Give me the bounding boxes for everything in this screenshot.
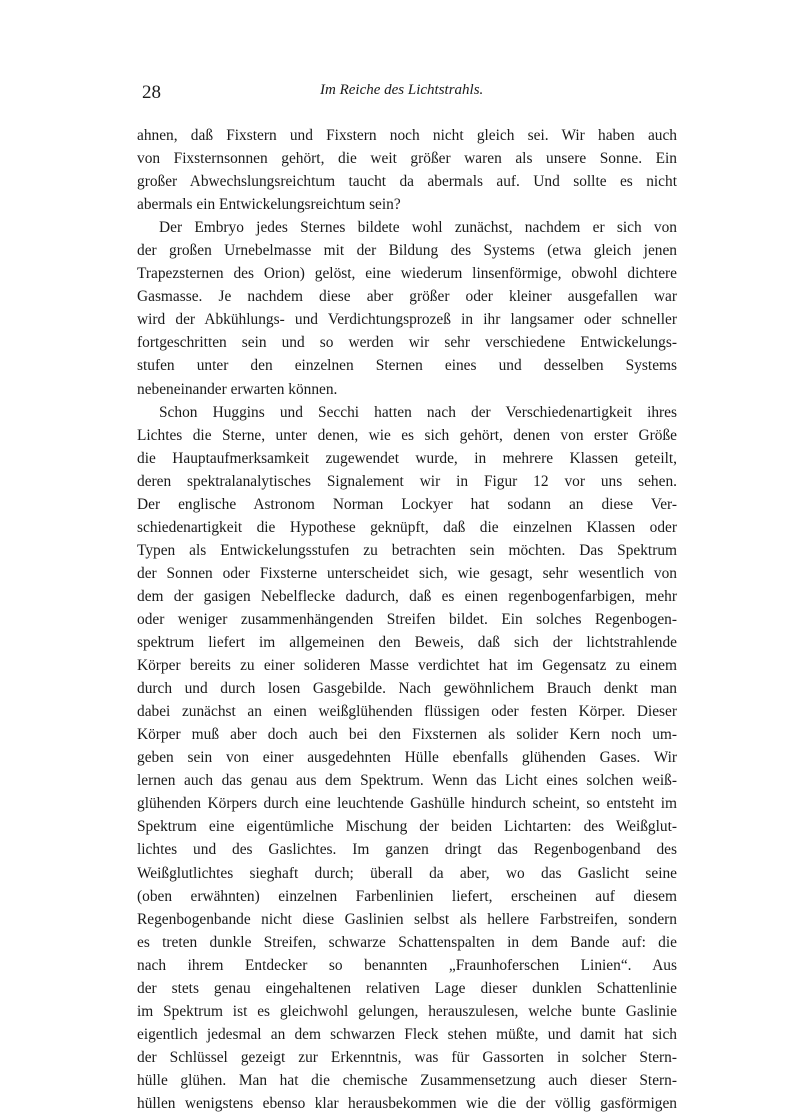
text-line: eigentlich jedesmal an dem schwarzen Fleck stehen müßte, und damit hat sich — [137, 1025, 677, 1043]
page-header — [142, 82, 672, 112]
text-line: die Hauptaufmerksamkeit zugewendet wurde, in mehrere Klassen geteilt, — [137, 449, 677, 467]
text-line: Körper muß aber doch auch bei den Fixsternen als solider Kern noch um- — [137, 726, 677, 744]
text-line: dabei zunächst an einen weißglühenden flüssigen oder festen Körper. Dieser — [137, 703, 677, 721]
text-line: Körper bereits zu einer solideren Masse verdichtet hat im Gegensatz zu einem — [137, 657, 677, 675]
running-title: Im Reiche des Lichtstrahls. — [320, 82, 484, 98]
text-line: hülle glühen. Man hat die chemische Zusammensetzung auch dieser Stern- — [137, 1071, 677, 1089]
text-line: im Spektrum ist es gleichwohl gelungen, herauszulesen, welche bunte Gaslinie — [137, 1002, 677, 1020]
text-line: fortgeschritten sein und so werden wir sehr verschiedene Entwickelungs- — [137, 334, 677, 352]
text-line: stufen unter den einzelnen Sternen eines und desselben Systems — [137, 357, 677, 375]
text-line: deren spektralanalytisches Signalement wir in Figur 12 vor uns sehen. — [137, 472, 677, 490]
text-line: wird der Abkühlungs- und Verdichtungsprozeß in ihr langsamer oder schneller — [137, 311, 677, 329]
text-line: glühenden Körpers durch eine leuchtende Gashülle hindurch scheint, so entsteht im — [137, 795, 677, 813]
text-line: der Schlüssel gezeigt zur Erkenntnis, was für Gassorten in solcher Stern- — [137, 1048, 677, 1066]
text-line: Schon Huggins und Secchi hatten nach der Verschiedenartigkeit ihres — [159, 403, 677, 421]
text-line: nach ihrem Entdecker so benannten „Fraunhoferschen Linien“. Aus — [137, 956, 677, 974]
text-line: Weißglutlichtes sieghaft durch; überall da aber, wo das Gaslicht seine — [137, 864, 677, 882]
text-line: hüllen wenigstens ebenso klar herausbekommen wie die der völlig gasförmigen — [137, 1094, 677, 1112]
text-line: (oben erwähnten) einzelnen Farbenlinien liefert, erscheinen auf diesem — [137, 887, 677, 905]
text-line: abermals ein Entwickelungsreichtum sein? — [137, 196, 401, 214]
text-line: Regenbogenbande nicht diese Gaslinien selbst als hellere Farbstreifen, sondern — [137, 910, 677, 928]
page-number: 28 — [142, 82, 161, 103]
text-line: Typen als Entwickelungsstufen zu betrachten sein möchten. Das Spektrum — [137, 541, 677, 559]
text-line: Lichtes die Sterne, unter denen, wie es sich gehört, denen von erster Größe — [137, 426, 677, 444]
text-line: Spektrum eine eigentümliche Mischung der beiden Lichtarten: des Weißglut- — [137, 818, 677, 836]
text-line: Der englische Astronom Norman Lockyer hat sodann an diese Ver- — [137, 495, 677, 513]
text-line: Gasmasse. Je nachdem diese aber größer oder kleiner ausgefallen war — [137, 288, 677, 306]
body-text — [137, 124, 677, 1115]
text-line: der großen Urnebelmasse mit der Bildung des Systems (etwa gleich jenen — [137, 242, 677, 260]
text-line: der Sonnen oder Fixsterne unterscheidet sich, wie gesagt, sehr wesentlich von — [137, 564, 677, 582]
text-line: dem der gasigen Nebelflecke dadurch, daß es einen regenbogenfarbigen, mehr — [137, 587, 677, 605]
text-line: schiedenartigkeit die Hypothese geknüpft, daß die einzelnen Klassen oder — [137, 518, 677, 536]
text-line: geben sein von einer ausgedehnten Hülle ebenfalls glühenden Gases. Wir — [137, 749, 677, 767]
text-line: es treten dunkle Streifen, schwarze Schattenspalten in dem Bande auf: die — [137, 933, 677, 951]
text-line: durch und durch losen Gasgebilde. Nach gewöhnlichem Brauch denkt man — [137, 680, 677, 698]
text-line: oder weniger zusammenhängenden Streifen bildet. Ein solches Regenbogen- — [137, 610, 677, 628]
text-line: von Fixsternsonnen gehört, die weit größer waren als unsere Sonne. Ein — [137, 150, 677, 168]
text-line: Der Embryo jedes Sternes bildete wohl zunächst, nachdem er sich von — [159, 219, 677, 237]
text-line: ahnen, daß Fixstern und Fixstern noch nicht gleich sei. Wir haben auch — [137, 127, 677, 144]
text-line: spektrum liefert im allgemeinen den Beweis, daß sich der lichtstrahlende — [137, 634, 677, 652]
text-line: lichtes und des Gaslichtes. Im ganzen dringt das Regenbogenband des — [137, 841, 677, 859]
text-line: lernen auch das genau aus dem Spektrum. Wenn das Licht eines solchen weiß- — [137, 772, 677, 790]
text-line: Trapezsternen des Orion) gelöst, eine wiederum linsenförmige, obwohl dichtere — [137, 265, 677, 283]
text-line: großer Abwechslungsreichtum taucht da abermals auf. Und sollte es nicht — [137, 173, 677, 191]
text-line: nebeneinander erwarten können. — [137, 380, 338, 398]
text-line: der stets genau eingehaltenen relativen Lage dieser dunklen Schattenlinie — [137, 979, 677, 997]
